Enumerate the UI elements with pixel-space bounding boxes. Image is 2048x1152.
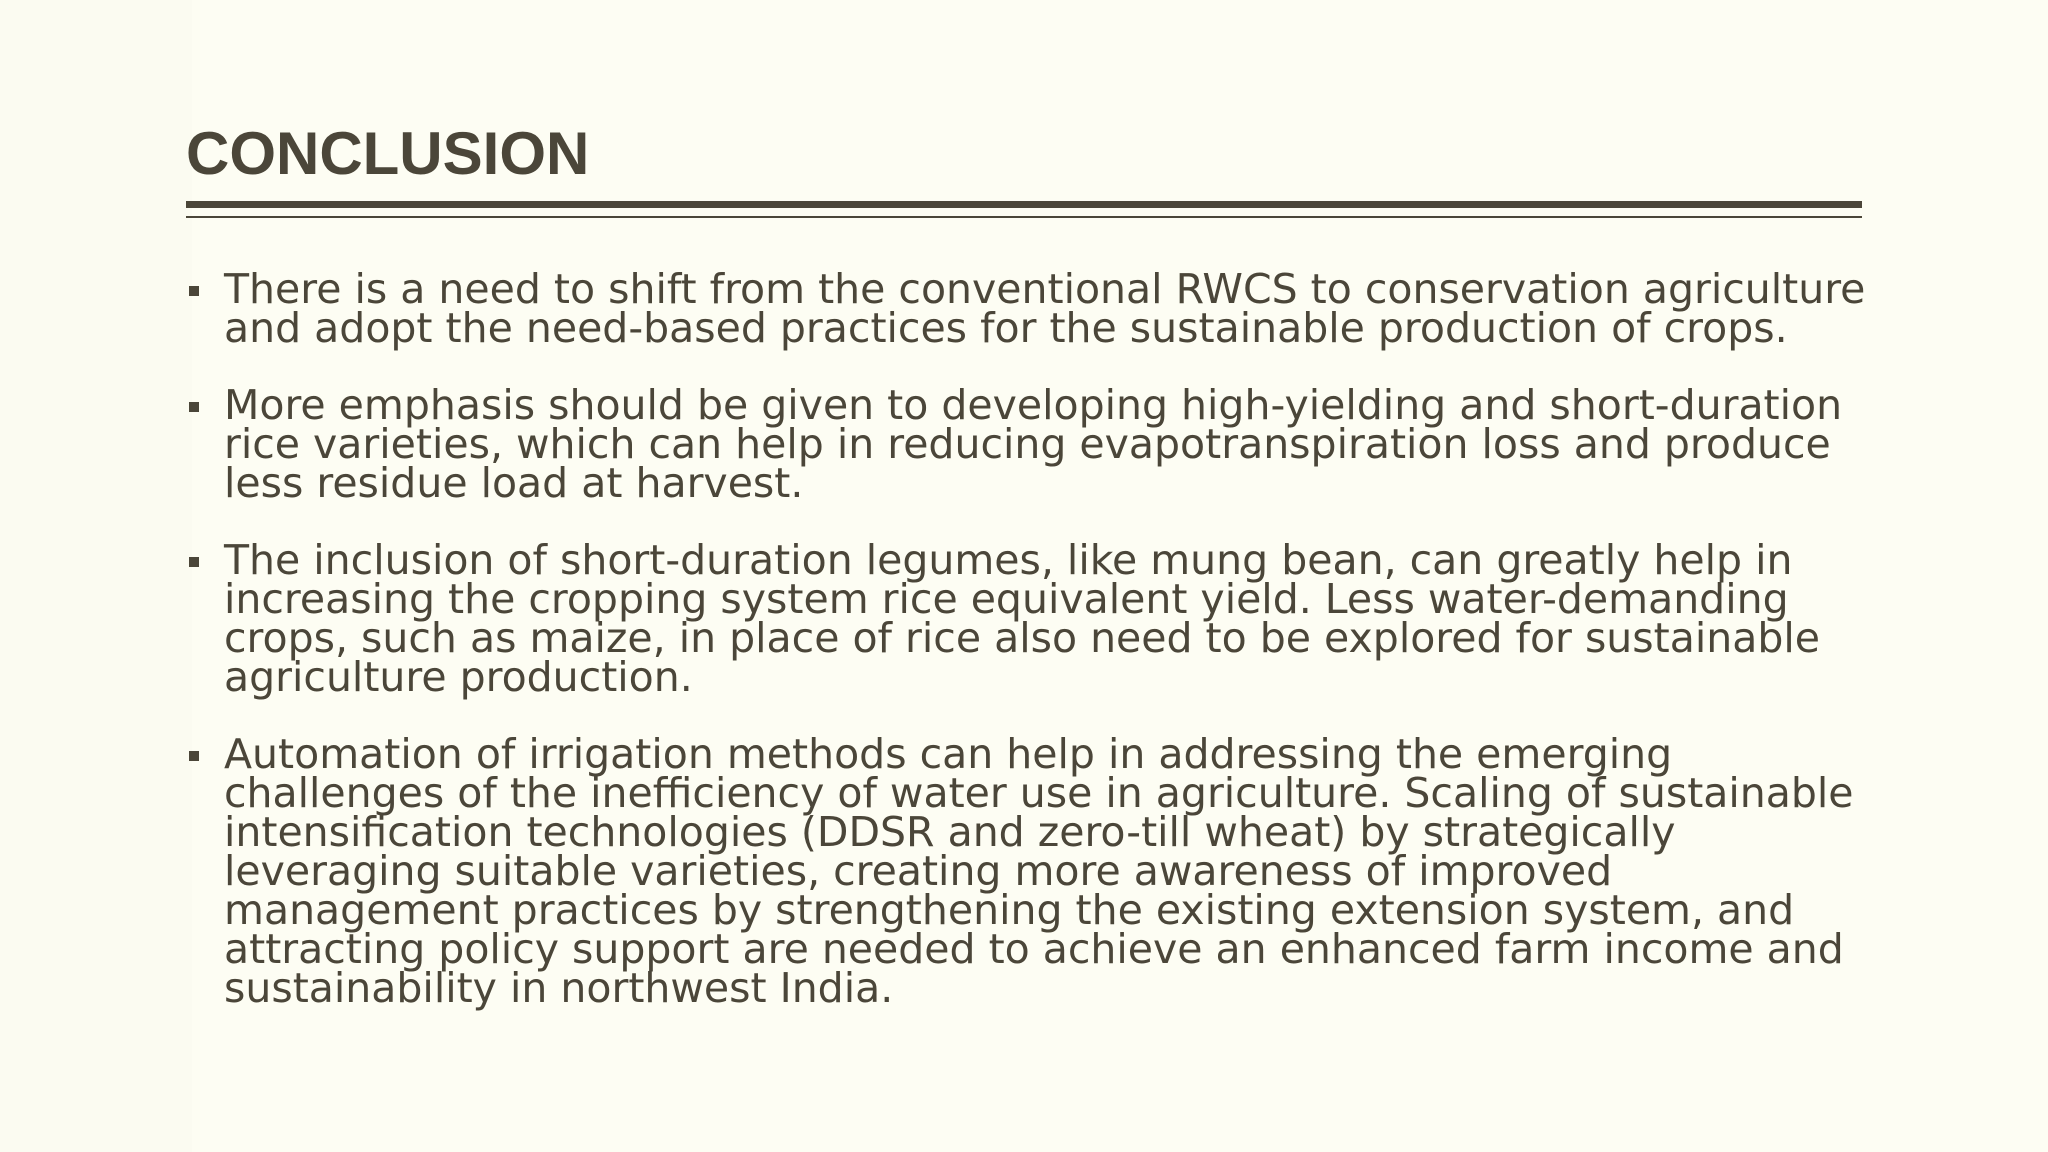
bullet-list <box>186 265 1886 1046</box>
square-bullet-icon <box>189 751 199 761</box>
bullet-text: Automation of irrigation methods can help in addressing the emerging challenges of the inefficiency of water use in agriculture. Scaling of sustainable intensification technologies (DDSR and zero-till wheat) by strategically leveraging suitable varieties, creating more awareness of improved management practices by strengthening the existing extension system, and attracting policy support are needed to achieve an enhanced farm income and sustainability in northwest India. <box>224 730 1854 1012</box>
bullet-text: More emphasis should be given to developing high-yielding and short-duration rice varieties, which can help in reducing evapotranspiration loss and produce less residue load at harvest. <box>224 381 1843 507</box>
bullet-item <box>186 536 1886 701</box>
square-bullet-icon <box>189 286 199 296</box>
bullet-text: There is a need to shift from the conventional RWCS to conservation agriculture and adopt the need-based practices for the sustainable production of crops. <box>224 265 1866 352</box>
title-divider-thick <box>186 201 1862 208</box>
bullet-item <box>186 381 1886 507</box>
square-bullet-icon <box>189 402 199 412</box>
slide-left-band <box>0 0 192 1152</box>
square-bullet-icon <box>189 557 199 567</box>
slide-title: CONCLUSION <box>186 120 590 187</box>
title-divider-thin <box>186 216 1862 218</box>
bullet-item <box>186 730 1886 1012</box>
bullet-text: The inclusion of short-duration legumes, like mung bean, can greatly help in increasing the cropping system rice equivalent yield. Less water-demanding crops, such as maize, in place of rice also need to be explored for sustainable agriculture production. <box>224 536 1820 701</box>
bullet-item <box>186 265 1886 352</box>
